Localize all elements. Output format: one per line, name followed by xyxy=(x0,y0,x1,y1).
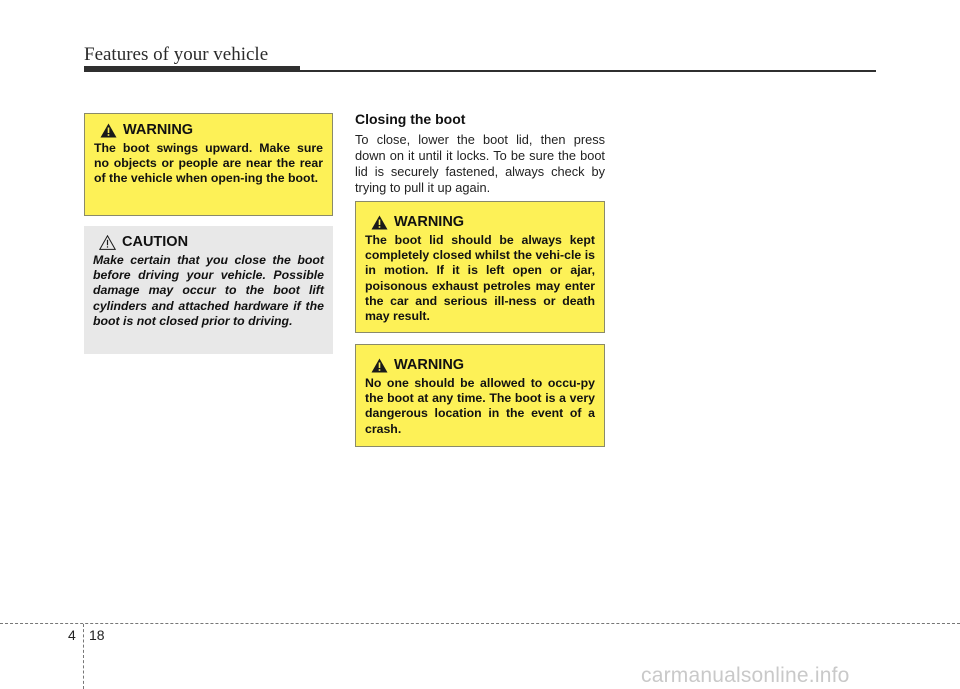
warning-heading: WARNING xyxy=(394,357,465,373)
warning-heading-row xyxy=(371,357,595,373)
warning-heading: WARNING xyxy=(123,122,194,138)
chapter-number: 4 xyxy=(68,627,76,643)
caution-text: Make certain that you close the boot before driving your vehicle. Possible damage may occur to the boot lift cylinders and attached hardware if the boot is not closed prior to driving. xyxy=(93,253,324,328)
header-rule-thick xyxy=(84,66,300,72)
warning-box-boot-lid-closed xyxy=(355,201,605,333)
section-body-closing-boot: To close, lower the boot lid, then press down on it until it locks. To be sure the boot lid is securely fastened, always check by trying to pull it up again. xyxy=(355,132,605,195)
watermark: carmanualsonline.info xyxy=(641,664,850,687)
page-number: 18 xyxy=(89,627,105,643)
warning-text: No one should be allowed to occu-py the boot at any time. The boot is a very dangerous location in the event of a crash. xyxy=(365,376,595,436)
warning-triangle-icon xyxy=(100,123,117,138)
header-rule-thin xyxy=(300,70,876,72)
caution-heading-row xyxy=(99,234,324,250)
footer-divider xyxy=(83,624,84,689)
footer-rule xyxy=(0,623,960,624)
warning-text: The boot swings upward. Make sure no objects or people are near the rear of the vehicle when open-ing the boot. xyxy=(94,141,323,186)
warning-text: The boot lid should be always kept completely closed whilst the vehi-cle is in motion. If it is left open or ajar, poisonous exhaust petroles may enter the car and serious ill-ness or death may result. xyxy=(365,233,595,324)
warning-heading: WARNING xyxy=(394,214,465,230)
warning-box-no-passengers-in-boot xyxy=(355,344,605,447)
warning-box-boot-swing xyxy=(84,113,333,216)
warning-triangle-icon xyxy=(371,215,388,230)
caution-box-close-boot xyxy=(84,226,333,354)
warning-heading-row xyxy=(100,122,323,138)
caution-heading: CAUTION xyxy=(122,234,189,250)
section-title-closing-boot: Closing the boot xyxy=(355,111,466,127)
warning-heading-row xyxy=(371,214,595,230)
warning-triangle-icon xyxy=(371,358,388,373)
caution-triangle-icon xyxy=(99,235,116,250)
page-header-title: Features of your vehicle xyxy=(84,44,269,65)
